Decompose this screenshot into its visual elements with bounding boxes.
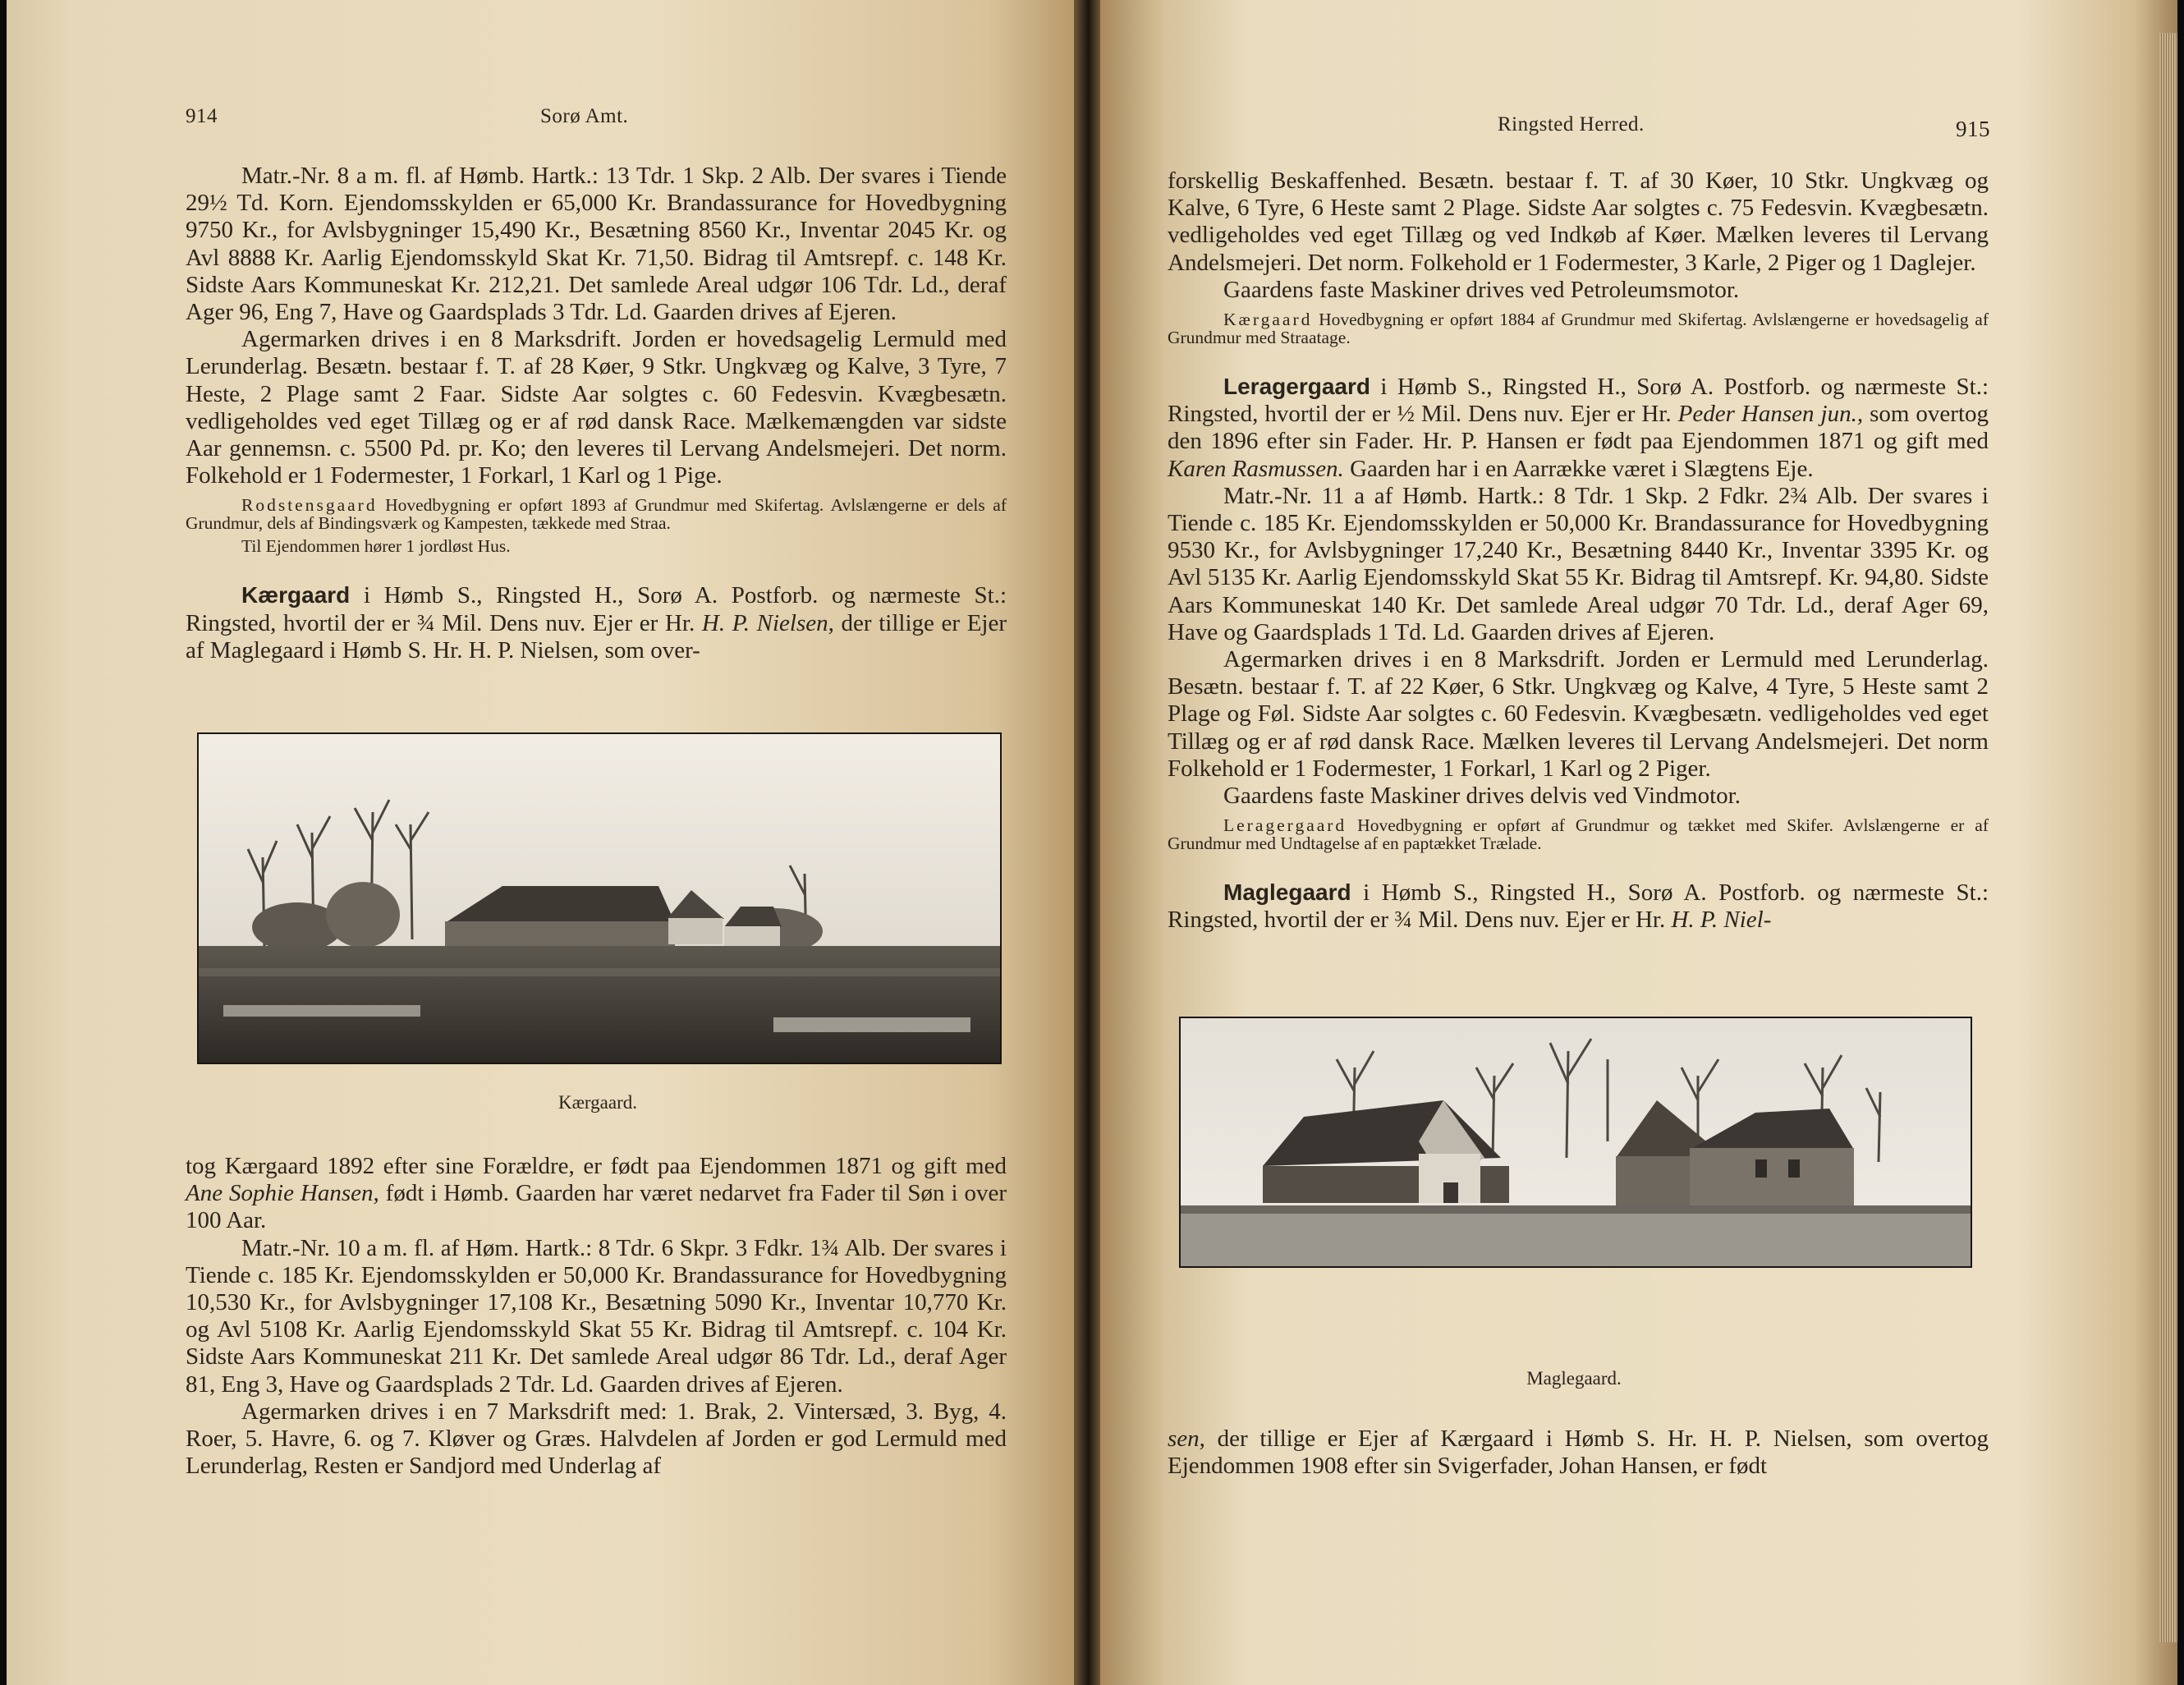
building-note (1168, 816, 1989, 852)
paragraph: Gaardens faste Maskiner drives delvis ved Vindmotor. (1223, 783, 1741, 810)
entry-kaergaard (186, 581, 1007, 664)
paragraph: Agermarken drives i en 8 Marksdrift. Jorden er Lermuld med Lerunderlag. Besætn. bestaar f. T. af 22 Køer, 6 Stkr. Ungkvæg og Kalve, 4 Tyre, 5 Heste samt 2 Plage og Føl. Sidste Aar solgtes c. 60 Fedesvin. Kvægbesætn. vedligeholdes ved eget Tillæg og er af rød dansk Race. Mælken leveres til Lervang Andelsmejeri. Det norm Folkehold er 1 Fodermester, 1 Forkarl, 1 Karl og 2 Piger. (1168, 646, 1989, 782)
note-farm-name: Kærgaard (1223, 310, 1313, 330)
paragraph (186, 1153, 1007, 1235)
paragraph: Gaardens faste Maskiner drives ved Petroleumsmotor. (1223, 276, 1740, 303)
entry-text: i Hømb S., Ringsted H., Sorø A. Postforb. og nærmeste St.: Ringsted, hvortil der er ½ Mil. Dens nuv. Ejer er Hr. (1168, 374, 1989, 428)
paragraph-text: tog Kærgaard 1892 efter sine Forældre, er født paa Ejendommen 1871 og gift med (186, 1153, 1007, 1179)
owner-name: Peder Hansen jun., (1677, 401, 1864, 428)
note-text: Hovedbygning er opført 1893 af Grundmur med Skifertag. Avlslængerne er dels af Grundmur, dels af Bindingsværk og Kampesten, tækkede med Straa. (186, 495, 1007, 534)
right-page (1100, 0, 2177, 1685)
building-note (1168, 310, 1989, 347)
paragraph-text: født i Hømb. Gaarden har været nedarvet fra Fader til Søn i over 100 Aar. (186, 1180, 1007, 1234)
photo-maglegaard (1179, 1017, 1972, 1268)
paragraph: forskellig Beskaffenhed. Besætn. bestaar f. T. af 30 Køer, 10 Stkr. Ungkvæg og Kalve, 6 Tyre, 6 Heste samt 2 Plage. Sidste Aar solgtes c. 75 Fedesvin. Kvægbesætn. vedligeholdes ved eget Tillæg og ved Indkøb af Køer. Mælken leveres til Lervang Andelsmejeri. Det norm. Folkehold er 1 Fodermester, 3 Karle, 2 Piger og 1 Daglejer. (1168, 168, 1989, 276)
paragraph: Matr.-Nr. 10 a m. fl. af Høm. Hartk.: 8 Tdr. 6 Skpr. 3 Fdkr. 1¾ Alb. Der svares i Tiende c. 185 Kr. Ejendomsskylden er 50,000 Kr. Brandassurance for Hovedbygning 10,530 Kr., for Avlsbygninger 17,108 Kr., Besætning 5090 Kr., Inventar 10,770 Kr. og Avl 5108 Kr. Aarlig Ejendomsskyld Skat 55 Kr. Bidrag til Amtsrepf. c. 104 Kr. Sidste Aars Kommuneskat 211 Kr. Det samlede Areal udgør 86 Tdr. Ld., deraf Ager 81, Eng 3, Have og Gaardsplads 2 Tdr. Ld. Gaarden drives af Ejeren. (186, 1234, 1007, 1398)
note-farm-name: Leragergaard (1223, 815, 1347, 836)
entry-text: Gaarden har i en Aarrække været i Slægtens Eje. (1343, 455, 1814, 482)
entry-text: i Hømb S., Ringsted H., Sorø A. Postforb. og nærmeste St.: Ringsted, hvortil der er ¾ Mil. Dens nuv. Ejer er Hr. (1168, 879, 1989, 934)
photo-caption: Maglegaard. (1526, 1368, 1622, 1389)
owner-name: H. P. Nielsen, (701, 609, 834, 636)
page-number: 914 (186, 105, 218, 127)
photo-kaergaard (197, 732, 1002, 1064)
right-text-top (1168, 168, 1989, 934)
note-extra: Til Ejendommen hører 1 jordløst Hus. (241, 536, 511, 557)
running-head: Ringsted Herred. (1498, 113, 1645, 135)
entry-maglegaard (1168, 879, 1989, 934)
entry-title: Maglegaard (1223, 879, 1351, 906)
owner-name-cont: sen, (1168, 1426, 1205, 1452)
photo-caption: Kærgaard. (557, 1092, 638, 1113)
entry-title: Leragergaard (1223, 374, 1370, 400)
wife-name: Karen Rasmussen. (1168, 455, 1344, 482)
owner-name: H. P. Niel- (1671, 907, 1772, 934)
right-text-bottom (1168, 1426, 1989, 1480)
book-gutter (1074, 0, 1100, 1685)
paragraph: Matr.-Nr. 8 a m. fl. af Hømb. Hartk.: 13 Tdr. 1 Skp. 2 Alb. Der svares i Tiende 29½ Td. Korn. Ejendomsskylden er 65,000 Kr. Brandassurance for Hovedbygning 9750 Kr., for Avlsbygninger 15,490 Kr., Besætning 8560 Kr., Inventar 2045 Kr. og Avl 8888 Kr. Aarlig Ejendomsskyld Skat Kr. 71,50. Bidrag til Amtsrepf. c. 148 Kr. Sidste Aars Kommuneskat Kr. 212,21. Det samlede Areal udgør 106 Tdr. Ld., deraf Ager 96, Eng 7, Have og Gaardsplads 3 Tdr. Ld. Gaarden drives af Ejeren. (186, 163, 1007, 326)
note-text: Hovedbygning er opført 1884 af Grundmur med Skifertag. Avlslængerne er hovedsagelig af Grundmur med Straatage. (1168, 310, 1989, 348)
left-text-bottom (186, 1153, 1007, 1480)
paragraph-text: der tillige er Ejer af Kærgaard i Hømb S. Hr. H. P. Nielsen, som overtog Ejendommen 1908 efter sin Svigerfader, Johan Hansen, er født (1168, 1426, 1989, 1480)
paragraph: Agermarken drives i en 7 Marksdrift med: 1. Brak, 2. Vintersæd, 3. Byg, 4. Roer, 5. Havre, 6. og 7. Kløver og Græs. Halvdelen af Jorden er god Lermuld med Lerunderlag, Resten er Sandjord med Underlag af (186, 1398, 1007, 1480)
entry-text: som overtog den 1896 efter sin Fader. Hr. P. Hansen er født paa Ejendommen 1871 og gift med (1168, 401, 1989, 455)
entry-text: i Hømb S., Ringsted H., Sorø A. Postforb. og nærmeste St.: Ringsted, hvortil der er ¾ Mil. Dens nuv. Ejer er Hr. (186, 582, 1007, 636)
wife-name: Ane Sophie Hansen, (186, 1180, 379, 1207)
left-text-top (186, 163, 1007, 664)
page-edges (2159, 33, 2177, 1642)
note-farm-name: Rodstensgaard (241, 495, 378, 516)
entry-leragergaard (1168, 373, 1989, 483)
paragraph (1168, 1426, 1989, 1480)
entry-text: der tillige er Ejer af Maglegaard i Hømb S. Hr. H. P. Nielsen, som over- (186, 609, 1007, 663)
note-text: Hovedbygning er opført af Grundmur og tækket med Skifer. Avlslængerne er af Grundmur med Undtagelse af en paptækket Trælade. (1168, 815, 1989, 854)
running-head: Sorø Amt. (540, 105, 629, 127)
building-note (186, 496, 1007, 532)
entry-title: Kærgaard (241, 582, 351, 608)
page-number: 915 (1956, 117, 1990, 141)
paragraph: Matr.-Nr. 11 a af Hømb. Hartk.: 8 Tdr. 1 Skp. 2 Fdkr. 2¾ Alb. Der svares i Tiende c. 185 Kr. Ejendomsskylden er 50,000 Kr. Brandassurance for Hovedbygning 9530 Kr., for Avlsbygninger 17,240 Kr., Besætning 8440 Kr., Inventar 3395 Kr. og Avl 5135 Kr. Aarlig Ejendomsskyld Skat 55 Kr. Bidrag til Amtsrepf. Kr. 94,80. Sidste Aars Kommuneskat 140 Kr. Det samlede Areal udgør 70 Tdr. Ld., deraf Ager 69, Have og Gaardsplads 1 Td. Ld. Gaarden drives af Ejeren. (1168, 482, 1989, 645)
left-page (7, 0, 1074, 1685)
paragraph: Agermarken drives i en 8 Marksdrift. Jorden er hovedsagelig Lermuld med Lerunderlag. Besætn. bestaar f. T. af 28 Køer, 9 Stkr. Ungkvæg og Kalve, 3 Tyre, 7 Heste, 2 Plage samt 2 Faar. Sidste Aar solgtes c. 60 Fedesvin. Kvægbesætn. vedligeholdes ved eget Tillæg og er af rød dansk Race. Mælkemængden var sidste Aar gennemsn. c. 5500 Pd. pr. Ko; den leveres til Lervang Andelsmejeri. Det norm. Folkehold er 1 Fodermester, 1 Forkarl, 1 Karl og 1 Pige. (186, 326, 1007, 489)
